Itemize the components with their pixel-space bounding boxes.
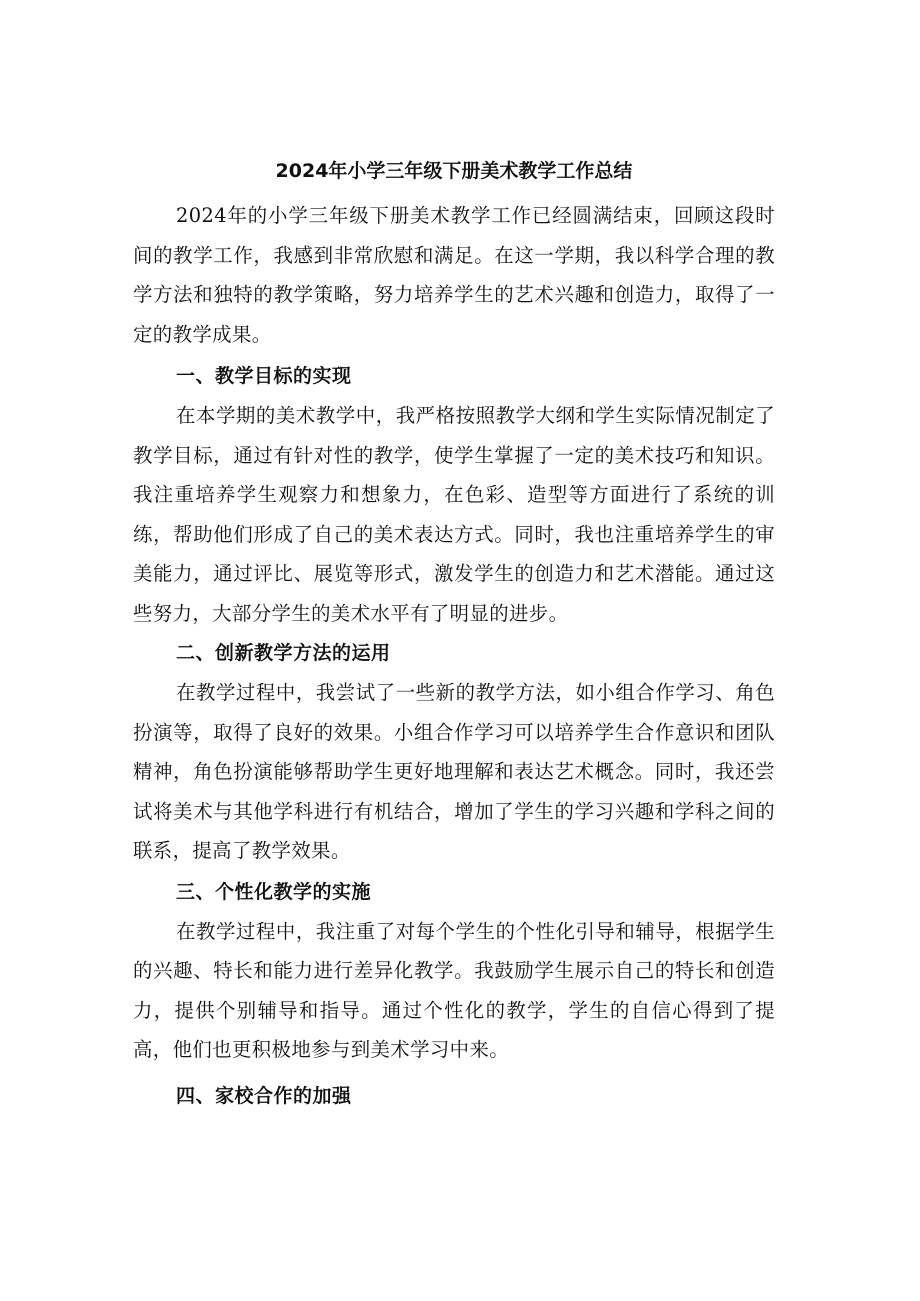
intro-paragraph: 2024年的小学三年级下册美术教学工作已经圆满结束，回顾这段时间的教学工作，我感到非常欣慰和满足。在这一学期，我以科学合理的教学方法和独特的教学策略，努力培养学生的艺术兴趣和创造力，取得了一定的教学成果。 <box>133 204 775 346</box>
section-body-methods: 在教学过程中，我尝试了一些新的教学方法，如小组合作学习、角色扮演等，取得了良好的效果。小组合作学习可以培养学生合作意识和团队精神，角色扮演能够帮助学生更好地理解和表达艺术概念。同时，我还尝试将美术与其他学科进行有机结合，增加了学生的学习兴趣和学科之间的联系，提高了教学效果。 <box>133 681 775 862</box>
section-heading-goals: 一、教学目标的实现 <box>176 365 352 387</box>
section-body-goals: 在本学期的美术教学中，我严格按照教学大纲和学生实际情况制定了教学目标，通过有针对性的教学，使学生掌握了一定的美术技巧和知识。我注重培养学生观察力和想象力，在色彩、造型等方面进行了系统的训练，帮助他们形成了自己的美术表达方式。同时，我也注重培养学生的审美能力，通过评比、展览等形式，激发学生的创造力和艺术潜能。通过这些努力，大部分学生的美术水平有了明显的进步。 <box>133 404 775 625</box>
document-title: 2024年小学三年级下册美术教学工作总结 <box>275 160 633 182</box>
section-heading-home-school: 四、家校合作的加强 <box>176 1084 352 1107</box>
document-content <box>133 158 775 1116</box>
section-body-individualized: 在教学过程中，我注重了对每个学生的个性化引导和辅导，根据学生的兴趣、特长和能力进行差异化教学。我鼓励学生展示自己的特长和创造力，提供个别辅导和指导。通过个性化的教学，学生的自信心得到了提高，他们也更积极地参与到美术学习中来。 <box>133 919 775 1061</box>
section-heading-methods: 二、创新教学方法的运用 <box>176 642 391 664</box>
section-heading-individualized: 三、个性化教学的实施 <box>176 880 372 903</box>
